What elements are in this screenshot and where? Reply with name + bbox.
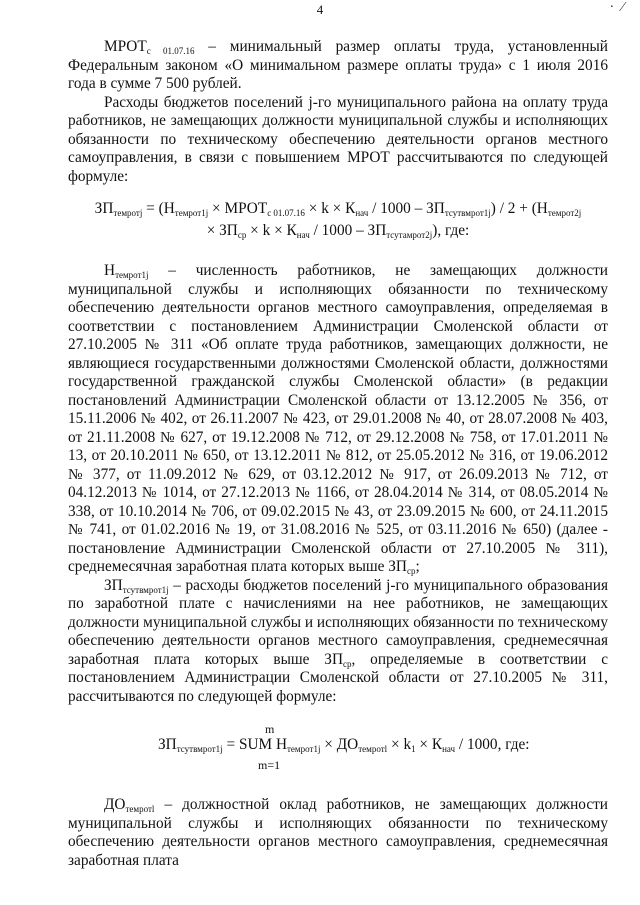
f1-b: = (Н <box>142 200 175 217</box>
f2-e: × К <box>415 736 443 753</box>
zp-avg-sub-2: ср <box>343 658 352 669</box>
corner-mark: · ⁄ <box>609 0 626 15</box>
f2-a: ЗП <box>158 736 177 753</box>
f1-i: / 1000 – ЗП <box>309 221 387 239</box>
f1-d-sub: нач <box>355 208 369 218</box>
f2-a-sub: тсутвмрот1j <box>176 744 223 754</box>
term-expenses: ЗП <box>104 576 123 594</box>
paragraph-expenses-definition <box>68 577 608 707</box>
f1-g-sub: ср <box>237 229 247 240</box>
f2-e-sub: нач <box>442 744 456 754</box>
headcount-definition-text: – численность работников, не замещающих должности муниципальной службы и исполняющих обязанности по техническому обеспечению деятельности органов местного самоуправления, определяемая в соответствии с постановлением Администрации Смоленской области от 27.10.2005 № 311 «Об оплате труда работников, замещающих должности, не являющиеся государственными должностями Смоленской области, должностями государственной гражданской службы Смоленской области» (в редакции постановлений Администрации Смоленской области от 13.12.2005 № 356, от 15.11.2006 № 402, от 26.11.2007 № 423, от 29.01.2008 № 40, от 28.07.2008 № 403, от 21.11.2008 № 627, от 19.12.2008 № 712, от 29.12.2008 № 758, от 17.01.2011 № 13, от 20.10.2011 № 650, от 13.12.2011 № 812, от 25.05.2012 № 316, от 19.06.2012 № 377, от 11.09.2012 № 629, от 03.12.2012 № 917, от 26.09.2013 № 712, от 04.12.2013 № 1014, от 27.12.2013 № 1166, от 28.04.2014 № 314, от 08.05.2014 № 338, от 10.10.2014 № 706, от 09.02.2015 № 43, от 23.09.2015 № 600, от 24.11.2015 № 741, от 01.02.2016 № 19, от 31.08.2016 № 525, от 03.11.2016 № 650) (далее - постановление Администрации Смоленской области от 27.10.2005 № 311), среднемесячная заработная плата которых выше ЗП <box>68 262 608 575</box>
f1-c-sub: с 01.07.16 <box>267 208 305 218</box>
formula-sum <box>68 720 608 774</box>
f1-j: ), где: <box>432 221 470 239</box>
f1-b-sub: темрот1j <box>174 208 209 218</box>
f2-d-sub: 1 <box>411 744 416 754</box>
term-salary: ДО <box>104 796 126 813</box>
f2-d: × k <box>387 736 412 753</box>
f1-f: ) / 2 + (Н <box>490 200 548 217</box>
f2-f: / 1000, где: <box>455 736 530 753</box>
f2-c-sub: темротl <box>358 744 388 754</box>
f1-f-sub: темрот2j <box>547 208 582 218</box>
mrot-definition-text: – минимальный размер оплаты труда, установленный Федеральным законом «О минимальном размере оплаты труда» с 1 июля 2016 года в сумме 7 500 рублей. <box>68 38 608 92</box>
formula-salary-mrot <box>68 200 608 240</box>
f2-c: × ДО <box>320 736 359 753</box>
page-number: 4 <box>316 2 324 17</box>
term-headcount-sub: темрот1j <box>115 270 149 280</box>
paragraph-expenses-intro: Расходы бюджетов поселений j-го муниципального района на оплату труда работников, не замещающих должности муниципальной службы и исполняющих обязанности по техническому обеспечению деятельности органов местного самоуправления, в связи с повышением МРОТ рассчитываются по следующей формуле: <box>68 93 608 185</box>
f1-c: × МРОТ <box>208 200 268 217</box>
expenses-definition-text: – расходы бюджетов поселений j-го муниципального образования по заработной плате с начислениями на нее работников, не замещающих должности муниципальной службы и исполняющих обязанности по техническому обеспечению деятельности органов местного самоуправления, среднемесячная заработная плата которых выше ЗП <box>68 576 608 668</box>
paragraph-headcount-definition <box>68 262 608 577</box>
term-salary-sub: темротl <box>125 804 155 814</box>
sum-upper-limit: m <box>265 722 275 736</box>
expenses-definition-text-2: , определяемые в соответствии с постановлением Администрации Смоленской области от 27.10.2005 № 311, рассчитываются по следующей формуле: <box>68 650 608 705</box>
formula-line-1 <box>68 200 608 219</box>
zp-avg-sub: ср <box>406 566 416 576</box>
f2-b-sub: темрот1j <box>287 744 321 754</box>
f2-b: = SUM Н <box>222 736 287 753</box>
term-headcount: Н <box>104 262 116 279</box>
sum-lower-limit: m=1 <box>258 758 281 772</box>
f1-h-sub: нач <box>296 229 310 240</box>
term-mrot: МРОТ <box>104 38 147 55</box>
f1-d: × k × К <box>304 200 356 217</box>
term-expenses-sub: тсутвмрот1j <box>122 584 169 595</box>
f1-h: × k × К <box>246 221 297 239</box>
term-mrot-sub: с 01.07.16 <box>146 46 195 56</box>
f1-i-sub: тсутамрот2j <box>386 229 433 240</box>
document-body <box>68 38 608 870</box>
paragraph-salary-definition <box>68 796 608 870</box>
sum-formula-line <box>158 736 530 755</box>
f1-e: / 1000 – ЗП <box>368 200 445 217</box>
paragraph-mrot-definition <box>68 38 608 94</box>
formula-line-2 <box>68 222 608 241</box>
f1-e-sub: тсутвмрот1j <box>444 208 491 218</box>
f1-g: × ЗП <box>206 221 238 239</box>
f1-a: ЗП <box>94 200 114 217</box>
headcount-end: ; <box>415 558 420 575</box>
f1-a-sub: темротj <box>113 208 143 218</box>
salary-definition-text: – должностной оклад работников, не замещающих должности муниципальной службы и исполняющих обязанности по техническому обеспечению деятельности органов местного самоуправления, среднемесячная заработная плата <box>68 796 608 869</box>
